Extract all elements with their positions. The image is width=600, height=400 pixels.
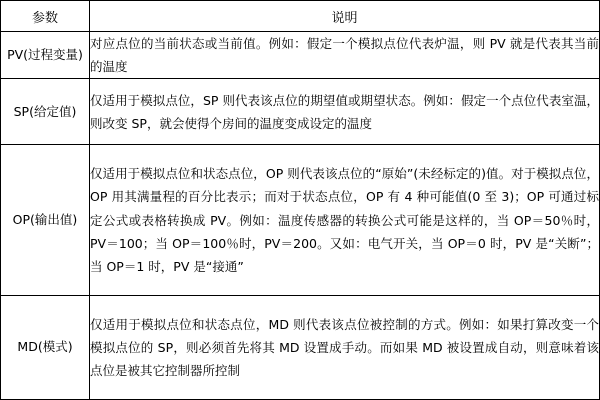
parameter-description-sp: 仅适用于模拟点位，SP 则代表该点位的期望值或期望状态。例如：假定一个点位代表室温，则改变 SP，就会使得个房间的温度变成设定的温度 [90,79,600,145]
table-row [1,79,600,145]
parameter-description-op: 仅适用于模拟点位和状态点位，OP 则代表该点位的“原始”(未经标定的)值。对于模拟点位，OP 用其满量程的百分比表示；而对于状态点位，OP 有 4 种可能值(0 至 3)；OP 可通过标定公式或表格转换成 PV。例如：温度传感器的转换公式可能是这样的，当 OP＝50％时，PV＝100；当 OP＝100％时，PV＝200。又如：电气开关，当 OP＝0 时，PV 是“关断”；当 OP＝1 时，PV 是“接通” [90,145,600,295]
parameter-name-pv: PV(过程变量) [1,32,90,79]
column-header-parameter: 参数 [1,1,90,32]
parameter-description-pv: 对应点位的当前状态或当前值。例如：假定一个模拟点位代表炉温，则 PV 就是代表其当前的温度 [90,32,600,79]
column-header-description: 说明 [90,1,600,32]
table-body [1,32,600,400]
parameter-description-md: 仅适用于模拟点位和状态点位，MD 则代表该点位被控制的方式。例如：如果打算改变一个模拟点位的 SP，则必须首先将其 MD 设置成手动。而如果 MD 被设置成自动，则意味着该点位是被其它控制器所控制 [90,295,600,399]
table-header [1,1,600,32]
parameter-name-md: MD(模式) [1,295,90,399]
parameter-name-op: OP(输出值) [1,145,90,295]
table-row [1,32,600,79]
table-header-row [1,1,600,32]
table-row [1,145,600,295]
parameter-name-sp: SP(给定值) [1,79,90,145]
table-row [1,295,600,399]
